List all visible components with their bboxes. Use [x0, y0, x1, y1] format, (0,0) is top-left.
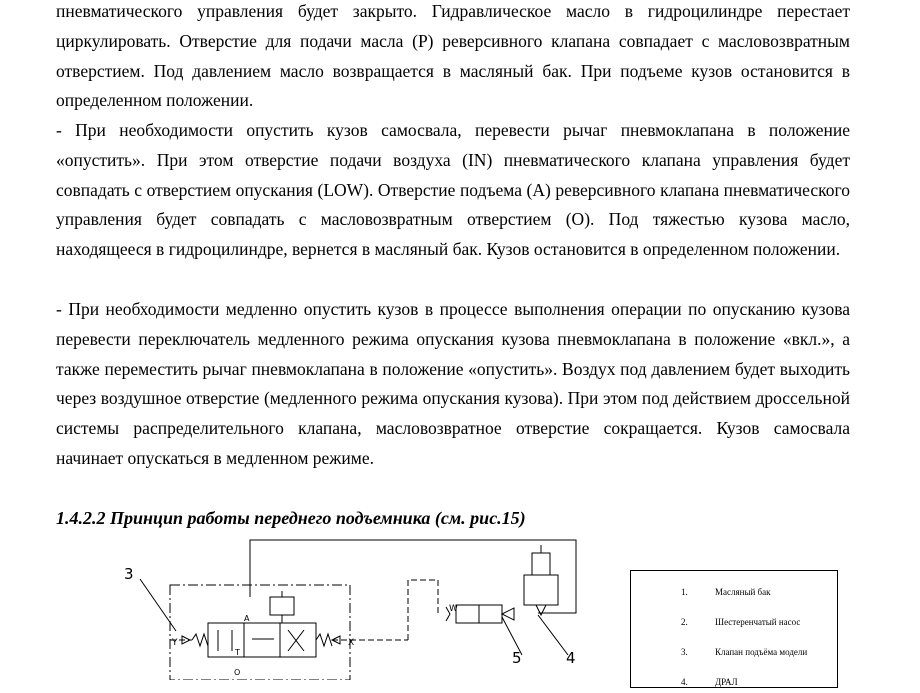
port-a-label: A — [244, 614, 250, 623]
paragraph-lowering-body: - При необходимости опустить кузов самосвала, перевести рычаг пневмоклапана в положение «опустить». При этом отверстие подачи воздуха (IN) пневматического клапана управления будет совпадать с отверстием опускания (LOW). Отверстие подъема (A) реверсивного клапана пневматического управления будет совпадать с масловозвратным отверстием (O). Под тяжестью кузова масло, находящееся в гидроцилиндре, вернется в масляный бак. Кузов остановится в определенном положении. — [56, 120, 850, 260]
legend-text: Масляный бак — [715, 587, 771, 597]
callout-5: 5 — [512, 649, 522, 667]
callout-4: 4 — [566, 649, 576, 667]
callout-3: 3 — [124, 565, 134, 583]
legend-text: Клапан подъёма модели — [715, 647, 808, 657]
right-spring — [316, 634, 332, 646]
legend-item — [631, 647, 837, 663]
legend-item — [631, 617, 837, 633]
reverse-valve-body — [208, 623, 316, 657]
port-o-label: O — [234, 668, 241, 677]
port-y-label: Y — [172, 638, 178, 648]
legend-item — [631, 587, 837, 603]
legend-number: 2. — [681, 617, 688, 627]
hydraulic-cylinder — [524, 575, 558, 605]
callout-leader-4 — [538, 615, 568, 655]
legend-text: Шестеренчатый насос — [715, 617, 801, 627]
figure-legend — [630, 570, 838, 688]
hydraulic-schematic — [108, 535, 600, 680]
valve-enclosure — [170, 585, 350, 680]
legend-number: 4. — [681, 677, 688, 687]
legend-text: ДРАЛ — [715, 677, 738, 687]
pilot-block — [270, 597, 294, 615]
top-connection-line — [250, 540, 576, 613]
section-heading: 1.4.2.2 Принцип работы переднего подъемника (см. рис.15) — [56, 508, 526, 528]
paragraph-air-valve-closed: пневматического управления будет закрыто. Гидравлическое масло в гидроцилиндре перестает циркулировать. Отверстие для подачи масла (P) реверсивного клапана совпадает с масловозвратным отверстием. Под давлением масло возвращается в масляный бак. При подъеме кузов остановится в определенном положении. — [56, 1, 850, 111]
legend-item — [631, 677, 837, 693]
port-x-label: X — [348, 638, 355, 648]
paragraph-slow-lowering: - При необходимости медленно опустить кузов в процессе выполнения операции по опусканию кузова перевести переключатель медленного режима опускания кузова пневмоклапана в положение «вкл.», а также переместить рычаг пневмоклапана в положение «опустить». Воздух под давлением будет выходить через воздушное отверстие (медленного режима опускания кузова). При этом под действием дроссельной системы распределительного клапана, масловозвратное отверстие сокращается. Кузов самосвала начинает опускаться в медленном режиме. — [56, 299, 850, 468]
left-spring — [192, 634, 208, 646]
air-line — [408, 580, 438, 640]
legend-number: 3. — [681, 647, 688, 657]
port-w-label: W — [449, 604, 458, 614]
port-t-label: T — [235, 648, 240, 657]
legend-number: 1. — [681, 587, 688, 597]
callout-leader-3 — [140, 579, 176, 631]
